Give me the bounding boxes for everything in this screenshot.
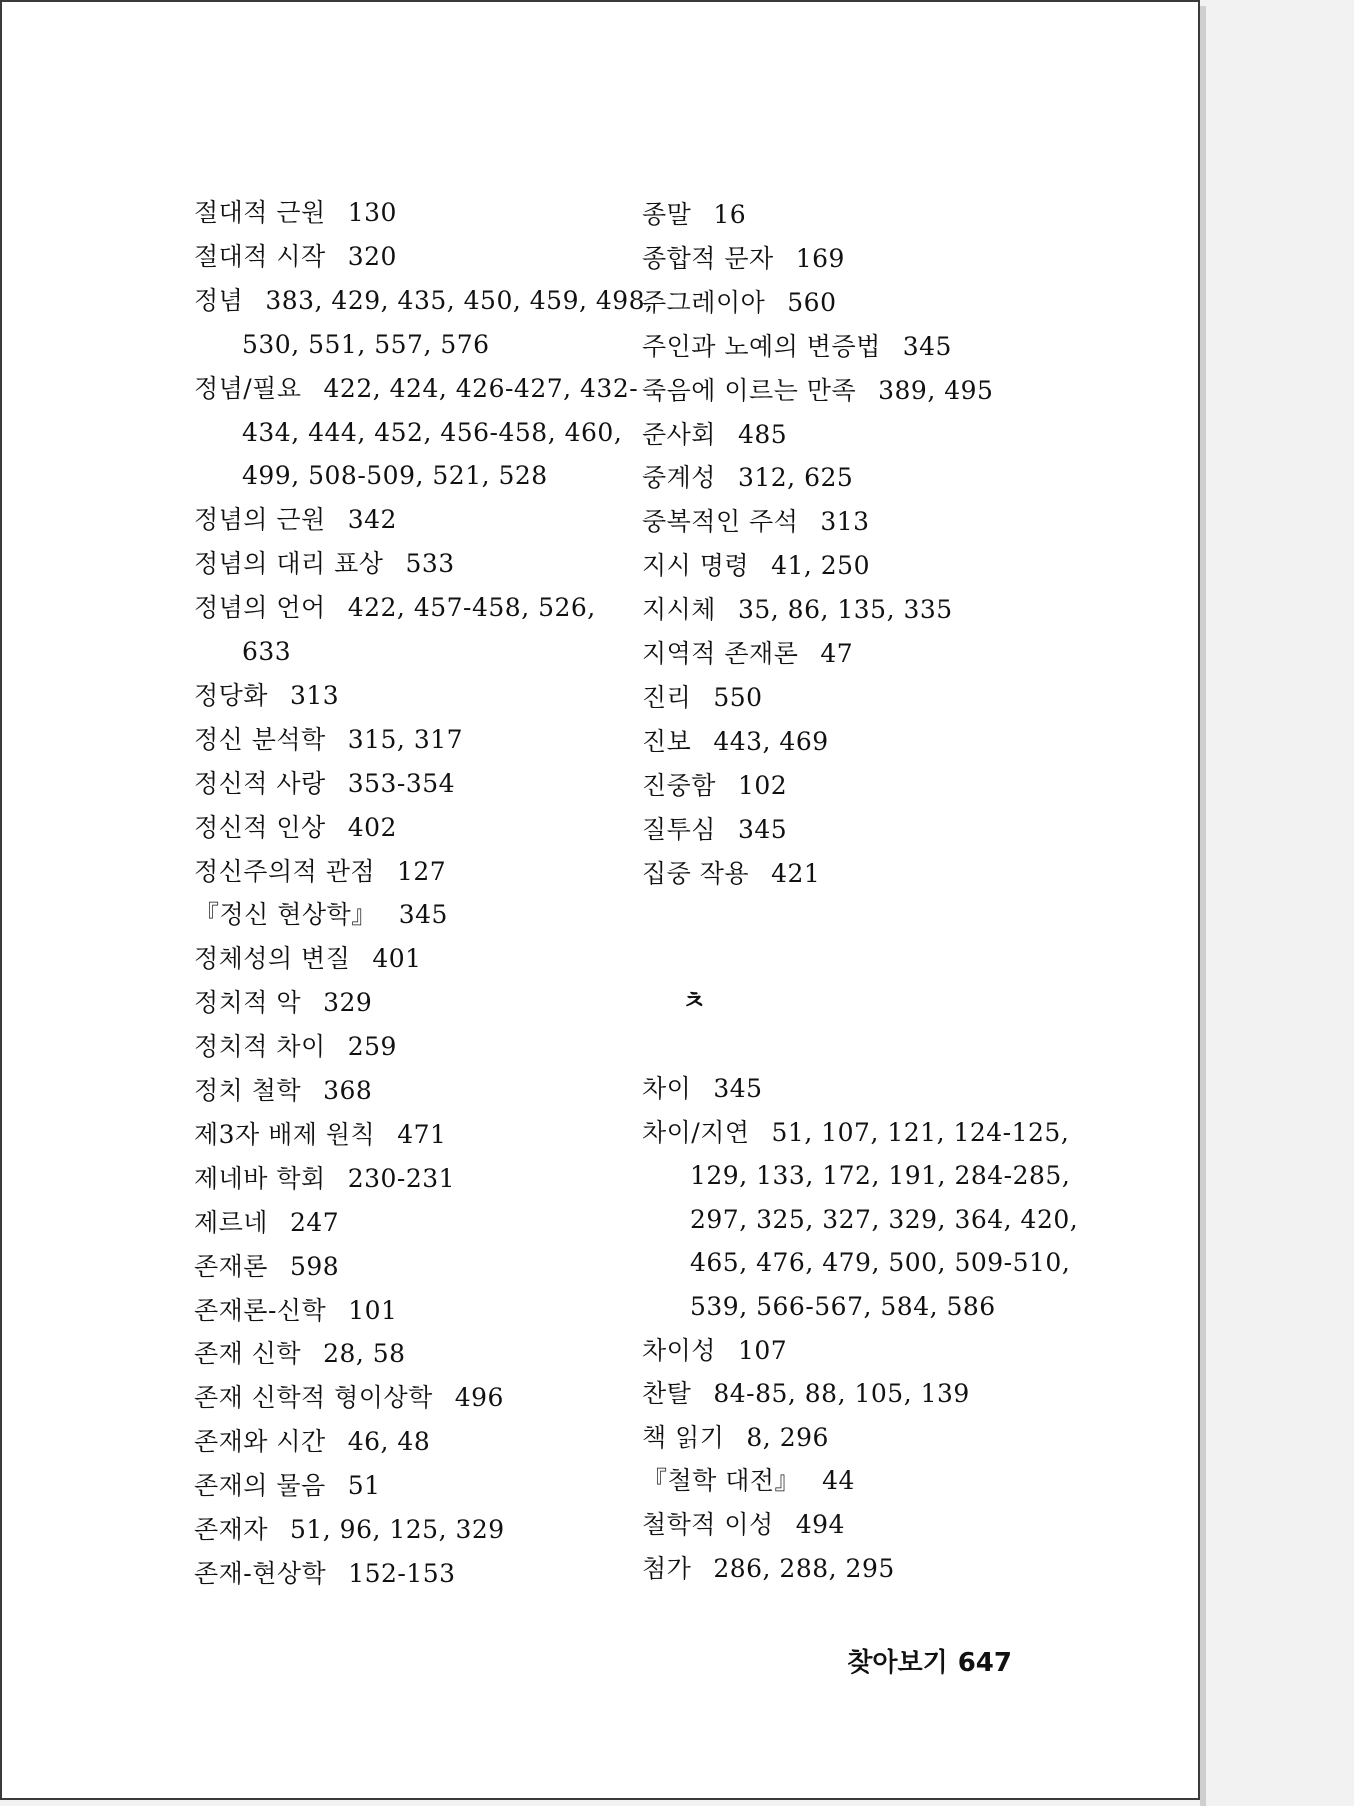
index-entry [642,507,870,537]
index-pages: 422, 457-458, 526, [347,593,596,623]
index-pages: 560 [787,287,837,317]
index-pages: 345 [737,814,788,844]
index-pages: 401 [372,944,422,974]
index-entry [194,286,654,316]
index-term: 정념/필요 [194,373,302,403]
index-pages: 533 [405,549,455,579]
page-footer [847,1642,1012,1679]
index-entry [194,725,463,755]
index-pages: 550 [713,682,763,712]
index-term: 차이 [642,1074,692,1103]
index-entry [642,551,870,581]
index-term: 제3자 배제 원칙 [194,1119,376,1149]
index-entry [642,815,787,845]
index-term: 정당화 [194,680,268,710]
index-term: 진리 [642,682,692,712]
index-pages: 16 [713,200,747,229]
index-entry [194,1559,456,1589]
index-entry [642,595,953,625]
index-term: 진보 [642,726,692,756]
index-pages: 41, 250 [771,551,870,581]
index-pages: 51 [347,1471,381,1501]
index-entry [642,771,787,801]
index-entry [642,1510,845,1540]
index-entry [194,769,455,799]
index-term: 존재 신학 [194,1339,302,1369]
index-entry [194,242,397,272]
index-pages: 152-153 [348,1558,456,1588]
index-term: 죽음에 이르는 만족 [642,375,857,405]
index-entry [194,900,448,930]
index-term: 집중 작용 [642,858,750,888]
index-term: 제르네 [194,1207,268,1237]
index-pages: 496 [454,1383,504,1413]
index-entry [642,1336,787,1366]
index-entry [642,420,787,450]
index-pages: 130 [347,198,397,227]
index-pages: 421 [771,858,821,888]
index-term: 정신 분석학 [194,724,326,754]
index-term: 지시체 [642,595,716,625]
index-pages: 312, 625 [737,463,854,493]
index-pages: 485 [737,419,788,449]
index-pages: 47 [820,639,854,668]
index-pages: 297, 325, 327, 329, 364, 420, [690,1204,1079,1234]
index-term: 존재와 시간 [194,1427,326,1457]
index-term: 제네바 학회 [194,1163,326,1193]
index-pages: 368 [323,1076,373,1105]
index-term: 정신적 인상 [194,812,326,842]
index-term: 주인과 노예의 변증법 [642,331,881,361]
index-term: 철학적 이성 [642,1510,774,1539]
section-heading: ㅊ [682,986,707,1015]
index-entry [642,244,845,274]
index-entry [194,1208,339,1238]
index-term: 정념의 대리 표상 [194,549,384,579]
index-pages: 84-85, 88, 105, 139 [713,1379,970,1409]
index-entry [194,1032,397,1062]
index-entry [194,1471,381,1501]
index-entry [194,1339,406,1369]
index-pages: 8, 296 [746,1422,829,1452]
index-term: 준사회 [642,419,716,449]
index-entry [242,418,622,448]
index-pages: 383, 429, 435, 450, 459, 498, [265,285,654,315]
index-entry [194,1427,430,1457]
index-pages: 46, 48 [347,1427,431,1457]
index-pages: 259 [347,1032,397,1062]
index-term: 주그레이아 [642,287,766,317]
index-term: 중복적인 주석 [642,507,799,537]
index-pages: 101 [348,1295,398,1325]
index-pages: 345 [902,331,952,361]
index-pages: 44 [822,1466,855,1496]
page-shadow [1200,6,1206,1806]
index-pages: 107 [737,1335,788,1365]
index-pages: 315, 317 [347,724,464,754]
index-entry [194,944,422,974]
page-number: 647 [957,1648,1012,1678]
index-pages: 499, 508-509, 521, 528 [242,461,548,491]
index-entry [642,859,820,889]
index-term: 존재의 물음 [194,1471,326,1501]
index-term: 절대적 시작 [194,241,326,271]
index-term: 차이/지연 [642,1117,750,1147]
index-entry [690,1161,1070,1191]
index-entry [194,857,446,887]
index-term: 정신주의적 관점 [194,856,375,886]
index-term: 존재-현상학 [194,1558,327,1588]
index-term: 정치적 차이 [194,1032,326,1062]
index-term: 진중함 [642,770,716,800]
index-term: 존재자 [194,1515,268,1544]
index-pages: 633 [242,637,292,666]
index-entry [642,1074,763,1104]
index-entry [194,374,638,404]
index-entry [194,1383,504,1413]
index-pages: 471 [397,1119,447,1149]
index-entry [642,1118,1069,1148]
index-pages: 313 [820,507,870,537]
index-pages: 230-231 [347,1163,456,1193]
index-pages: 402 [347,812,397,842]
index-pages: 51, 96, 125, 329 [289,1515,505,1544]
index-term: 『철학 대전』 [642,1466,801,1496]
index-pages: 465, 476, 479, 500, 509-510, [690,1248,1071,1278]
index-pages: 286, 288, 295 [713,1553,895,1583]
index-pages: 313 [289,680,340,710]
index-term: 첨가 [642,1553,692,1583]
index-entry [194,1515,505,1545]
index-entry [194,1252,339,1282]
index-term: 존재론 [194,1251,268,1281]
index-term: 중계성 [642,463,716,493]
index-term: 존재론-신학 [194,1295,327,1325]
index-pages: 530, 551, 557, 576 [242,329,490,359]
index-term: 질투심 [642,814,716,844]
index-term: 지역적 존재론 [642,639,799,668]
index-entry [642,288,836,318]
index-entry [642,683,763,713]
index-entry [642,639,853,669]
index-pages: 345 [398,900,448,930]
index-pages: 422, 424, 426-427, 432- [323,373,639,403]
index-pages: 443, 469 [713,726,829,756]
index-entry [194,1296,397,1326]
index-entry [194,681,339,711]
index-pages: 329 [323,988,373,1018]
index-entry [690,1205,1078,1235]
index-entry [242,637,291,667]
index-entry [690,1248,1070,1278]
index-entry [194,813,397,843]
index-pages: 35, 86, 135, 335 [737,595,953,625]
index-entry [642,1379,970,1409]
index-entry [242,461,548,491]
index-entry [242,330,490,360]
index-term: 종말 [642,200,692,229]
index-term: 정념의 언어 [194,593,326,623]
index-pages: 247 [289,1207,340,1237]
index-entry [642,1554,895,1584]
index-entry [194,988,372,1018]
index-pages: 102 [737,770,788,800]
index-pages: 353-354 [347,768,456,798]
index-entry [642,376,993,406]
index-entry [642,463,853,493]
index-entry [642,1466,855,1496]
index-term: 정념 [194,285,244,315]
index-entry [194,198,397,228]
index-pages: 345 [713,1074,763,1103]
index-pages: 127 [397,856,447,886]
index-term: 정치 철학 [194,1076,302,1105]
index-entry [642,1423,829,1453]
index-entry [194,505,397,535]
index-term: 정체성의 변질 [194,944,351,974]
index-entry [642,332,952,362]
index-pages: 51, 107, 121, 124-125, [771,1117,1070,1147]
index-term: 절대적 근원 [194,198,326,227]
index-term: 정신적 사랑 [194,768,326,798]
index-pages: 539, 566-567, 584, 586 [690,1292,996,1321]
index-term: 책 읽기 [642,1422,725,1452]
index-pages: 389, 495 [878,375,994,405]
index-pages: 28, 58 [323,1339,406,1369]
index-term: 지시 명령 [642,551,750,581]
index-term: 정념의 근원 [194,505,326,535]
index-entry [194,549,455,579]
index-entry [690,1292,996,1322]
index-pages: 320 [347,241,397,271]
index-term: 존재 신학적 형이상학 [194,1383,433,1413]
index-term: 찬탈 [642,1379,692,1409]
index-pages: 434, 444, 452, 456-458, 460, [242,417,623,447]
index-pages: 494 [795,1510,845,1539]
index-term: 종합적 문자 [642,243,774,273]
index-entry [194,1164,455,1194]
index-entry [642,200,746,230]
index-term: 『정신 현상학』 [194,900,377,930]
index-pages: 129, 133, 172, 191, 284-285, [690,1161,1071,1191]
index-pages: 598 [289,1251,340,1281]
index-entry [194,1120,446,1150]
footer-label: 찾아보기 [847,1648,948,1678]
index-entry [194,1076,372,1106]
index-entry [194,593,596,623]
index-term: 차이성 [642,1335,716,1365]
index-term: 정치적 악 [194,988,302,1018]
index-pages: 169 [795,243,845,273]
index-pages: 342 [347,505,397,535]
index-entry [642,727,829,757]
